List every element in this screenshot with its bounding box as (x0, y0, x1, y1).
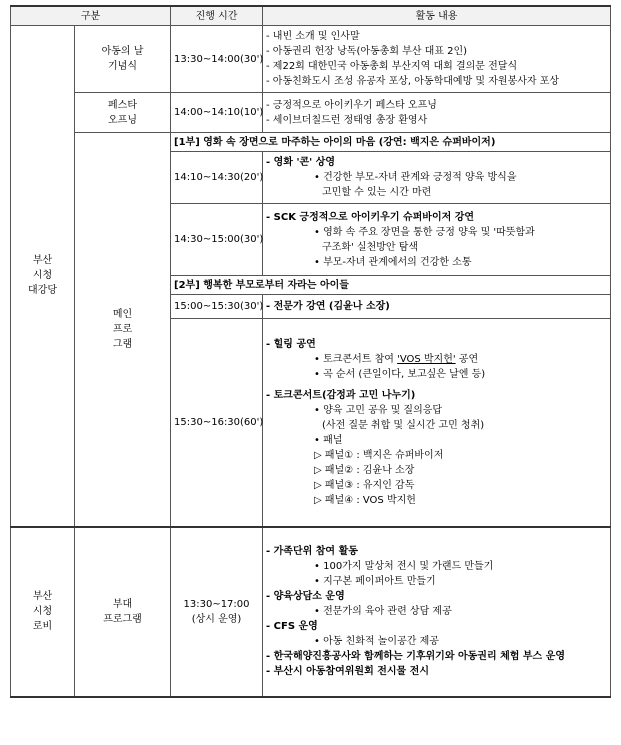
header-activity: 활동 내용 (263, 6, 611, 26)
row-part1 (11, 133, 611, 152)
activity-expert: - 전문가 강연 (김윤나 소장) (263, 295, 611, 319)
schedule-table (10, 5, 611, 698)
row-festa (11, 93, 611, 133)
row-day (11, 26, 611, 93)
program-side-name: 부대 프로그램 (75, 527, 171, 697)
time-side: 13:30~17:00 (상시 운영) (171, 527, 263, 697)
time-expert: 15:00~15:30(30') (171, 295, 263, 319)
venue-hall: 부산 시청 대강당 (11, 26, 75, 527)
program-day-name: 아동의 날 기념식 (75, 26, 171, 93)
header-row (11, 6, 611, 26)
part1-title: [1부] 영화 속 장면으로 마주하는 아이의 마음 (강연: 백지은 슈퍼바이저) (171, 133, 611, 152)
program-festa-name: 페스타 오프닝 (75, 93, 171, 133)
activity-side: - 가족단위 참여 활동 • 100가지 말상처 전시 및 가랜드 만들기 • 지구본 페이퍼아트 만들기 - 양육상담소 운영 • 전문가의 육아 관련 상담 제공 - CFS 운영 • 아동 친화적 놀이공간 제공 - 한국해양진흥공사와 함께하는 기후위기와 아동권리 체험 부스 운영 - 부산시 아동참여위원회 전시물 전시 (263, 527, 611, 697)
concert-line: • 토크콘서트 참여 'VOS 박지헌' 공연 (314, 353, 479, 365)
activity-day: - 내빈 소개 및 인사말 - 아동권리 헌장 낭독(아동총회 부산 대표 2인) - 제22회 대한민국 아동총회 부산지역 대회 결의문 전달식 - 아동친화도시 조성 유공자 포상, 아동학대예방 및 자원봉사자 포상 (263, 26, 611, 93)
venue-lobby: 부산 시청 로비 (11, 527, 75, 697)
time-concert: 15:30~16:30(60') (171, 319, 263, 527)
time-lecture: 14:30~15:00(30') (171, 204, 263, 276)
activity-lecture: - SCK 긍정적으로 아이키우기 슈퍼바이저 강연 • 영화 속 주요 장면을 통한 긍정 양육 및 '따뜻함과 구조화' 실천방안 탐색 • 부모-자녀 관계에서의 건강한 소통 (263, 204, 611, 276)
header-time: 진행 시간 (171, 6, 263, 26)
time-festa: 14:00~14:10(10') (171, 93, 263, 133)
row-side (11, 527, 611, 697)
activity-festa: - 긍정적으로 아이키우기 페스타 오프닝 - 세이브더칠드런 정태영 총장 환영사 (263, 93, 611, 133)
activity-movie: - 영화 '콘' 상영 • 건강한 부모-자녀 관계와 긍정적 양육 방식을 고민할 수 있는 시간 마련 (263, 152, 611, 204)
part2-title: [2부] 행복한 부모로부터 자라는 아이들 (171, 276, 611, 295)
program-main-name: 메인 프로 그램 (75, 133, 171, 527)
time-movie: 14:10~14:30(20') (171, 152, 263, 204)
activity-concert: - 힐링 공연 • 토크콘서트 참여 'VOS 박지헌' 공연 • 곡 순서 (큰일이다, 보고싶은 날엔 등) - 토크콘서트(감정과 고민 나누기) • 양육 고민 공유 및 질의응답 (사전 질문 취합 및 실시간 고민 청취) • 패널 ▷ 패널① : 백지은 슈퍼바이저 ▷ 패널② : 김윤나 소장 ▷ 패널③ : 유지인 감독 ▷ 패널④ : VOS 박지헌 (263, 319, 611, 527)
header-category: 구분 (11, 6, 171, 26)
time-day: 13:30~14:00(30') (171, 26, 263, 93)
